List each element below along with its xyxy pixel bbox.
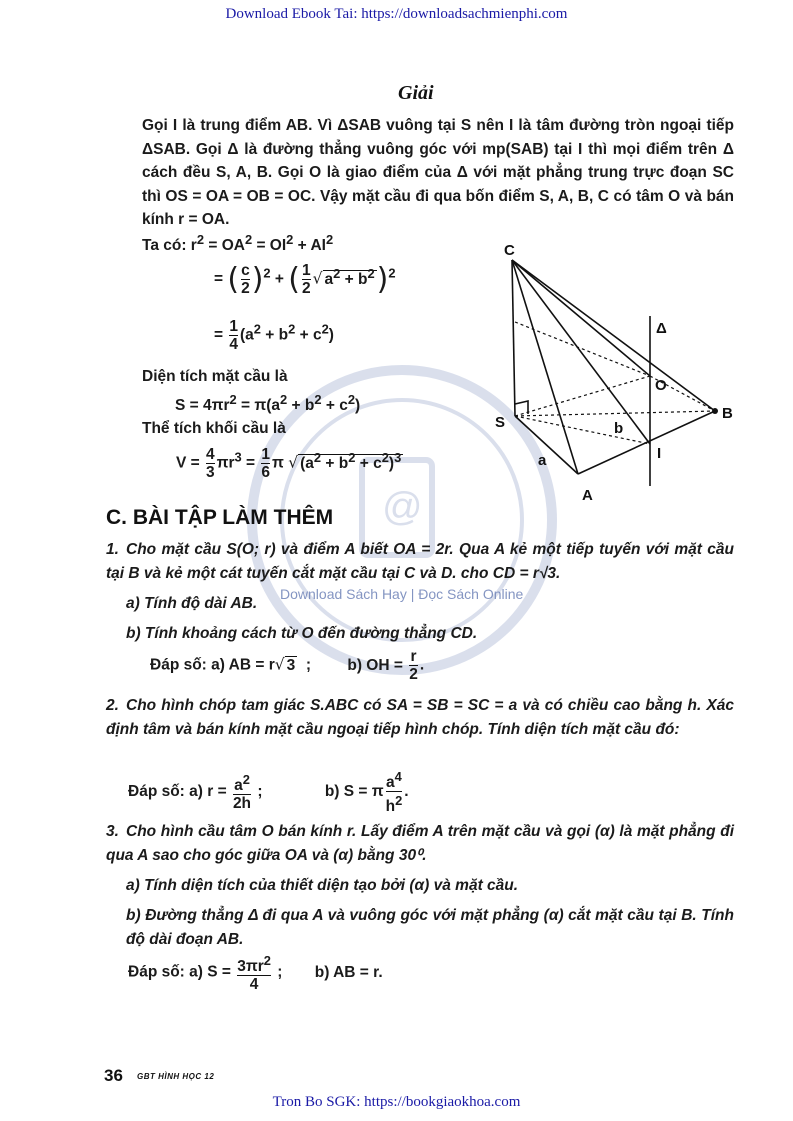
exercise-3-text: Cho hình cầu tâm O bán kính r. Lấy điểm A trên mặt cầu và gọi (α) là mặt phẳng đi qua A sao cho góc giữa OA và (α) bằng 30⁰. bbox=[106, 823, 734, 864]
dashed-sb bbox=[515, 411, 715, 416]
section-title: C. BÀI TẬP LÀM THÊM bbox=[106, 506, 334, 529]
edge-ab bbox=[578, 411, 715, 474]
label-b-point: B bbox=[722, 405, 733, 422]
pyramid-diagram bbox=[490, 236, 740, 506]
exercise-2-answer-b: b) S = π bbox=[324, 782, 384, 800]
exercise-2-text: Cho hình chóp tam giác S.ABC có SA = SB = SC = a và có chiều cao bằng h. Xác định tâm và bán kính mặt cầu ngoại tiếp hình chóp. Tính diện tích mặt cầu đó: bbox=[106, 697, 734, 738]
exercise-1-answer: Đáp số: a) AB = r√ 3 ; b) OH = $\frac{r}{2}$ . bbox=[150, 648, 425, 683]
right-angle-mark bbox=[515, 401, 528, 414]
exercise-1-text: Cho mặt cầu S(O; r) và điểm A biết OA = 2r. Qua A kẻ một tiếp tuyến với mặt cầu tại B và kẻ một cát tuyến cắt mặt cầu tại C và D. cho CD = r√3. bbox=[106, 541, 734, 582]
exercise-2 bbox=[106, 694, 734, 742]
exercise-3-number: 3. bbox=[106, 823, 119, 840]
label-i: I bbox=[657, 445, 662, 462]
exercise-2-answer: Đáp số: a) r = $\frac{a^2}{2h}$ ; b) S = π $\frac{a^4}{h^2}$ . bbox=[128, 769, 409, 816]
ta-co-label: Ta có: bbox=[142, 237, 187, 255]
edge-cb bbox=[512, 260, 715, 411]
equation-line-2: = ( $\frac{c}{2}$ )$^2$ + ( $\frac{1}{2}$ √ $a^2 + b^2)^2$ bbox=[214, 262, 396, 297]
exercise-1-answer-a: Đáp số: a) AB = r bbox=[150, 656, 275, 674]
book-title: GBT HÌNH HỌC 12 bbox=[137, 1072, 215, 1081]
exercise-1-number: 1. bbox=[106, 541, 119, 558]
equation-line-1: Ta có: $r^2 = OA^2 = OI^2 + AI^2$ bbox=[142, 232, 334, 255]
edge-ca bbox=[512, 260, 578, 474]
watermark-text: Download Sách Hay | Đọc Sách Online bbox=[280, 586, 524, 602]
header-download-link[interactable]: Download Ebook Tai: https://downloadsachmienphi.com bbox=[225, 6, 568, 22]
exercise-3-part-a: a) Tính diện tích của thiết diện tạo bởi (α) và mặt cầu. bbox=[126, 877, 519, 894]
edge-co bbox=[512, 260, 650, 376]
exercise-1-part-b: b) Tính khoảng cách từ O đến đường thẳng CD. bbox=[126, 625, 478, 642]
solution-heading: Giải bbox=[398, 82, 434, 104]
solution-paragraph: Gọi I là trung điểm AB. Vì ΔSAB vuông tại S nên I là tâm đường tròn ngoại tiếp ΔSAB. Gọi Δ là đường thẳng vuông góc với mp(SAB) tại I thì mọi điểm trên Δ cách đều S, A, B. Gọi O là giao điểm của Δ với mặt phẳng trung trực đoạn SC thì OS = OA = OB = OC. Vậy mặt cầu đi qua bốn điểm S, A, B, C có tâm O và bán kính r = OA. bbox=[142, 117, 734, 229]
dashed-si bbox=[515, 416, 650, 444]
label-c: C bbox=[504, 242, 515, 259]
exercise-3 bbox=[106, 820, 734, 952]
area-formula: $S = 4\pi r^2 = \pi(a^2 + b^2 + c^2)$ bbox=[175, 392, 361, 415]
edge-ci bbox=[512, 260, 650, 444]
page-number: 36 bbox=[104, 1066, 123, 1085]
label-a-point: A bbox=[582, 487, 593, 504]
label-o: O bbox=[655, 377, 667, 394]
exercise-3-answer-b: b) AB = r. bbox=[314, 963, 383, 981]
svg-text:@: @ bbox=[382, 485, 423, 529]
dashed-so bbox=[515, 376, 650, 416]
label-delta: Δ bbox=[656, 320, 667, 337]
exercise-3-answer-a: Đáp số: a) S = bbox=[128, 963, 231, 981]
area-label: Diện tích mặt cầu là bbox=[142, 368, 288, 385]
exercise-1 bbox=[106, 538, 734, 646]
exercise-1-part-a: a) Tính độ dài AB. bbox=[126, 595, 258, 612]
label-s: S bbox=[495, 414, 506, 431]
equation-line-3: = $\frac{1}{4}$ $(a^2 + b^2 + c^2)$ bbox=[214, 318, 334, 353]
dashed-mid-o bbox=[515, 322, 650, 376]
exercise-2-number: 2. bbox=[106, 697, 119, 714]
label-a-length: a bbox=[538, 452, 547, 469]
footer-sgk-link[interactable]: Tron Bo SGK: https://bookgiaokhoa.com bbox=[272, 1094, 521, 1110]
exercise-1-answer-b: b) OH = bbox=[347, 656, 403, 674]
volume-label: Thể tích khối cầu là bbox=[142, 420, 286, 437]
volume-formula: V = $\frac{4}{3}$ $\pi r^3$ = $\frac{1}{6}$ π √ $(a^2 + b^2 + c^2)^3$ bbox=[176, 446, 402, 481]
exercise-3-answer: Đáp số: a) S = $\frac{3\pi r^2}{4}$ ; b) AB = r. bbox=[128, 953, 383, 994]
exercise-2-answer-a: Đáp số: a) r = bbox=[128, 782, 227, 800]
edge-cs bbox=[512, 260, 515, 416]
label-b-length: b bbox=[614, 420, 624, 437]
exercise-3-part-b: b) Đường thẳng Δ đi qua A và vuông góc với mặt phẳng (α) cắt mặt cầu tại B. Tính độ dài đoạn AB. bbox=[126, 907, 734, 948]
